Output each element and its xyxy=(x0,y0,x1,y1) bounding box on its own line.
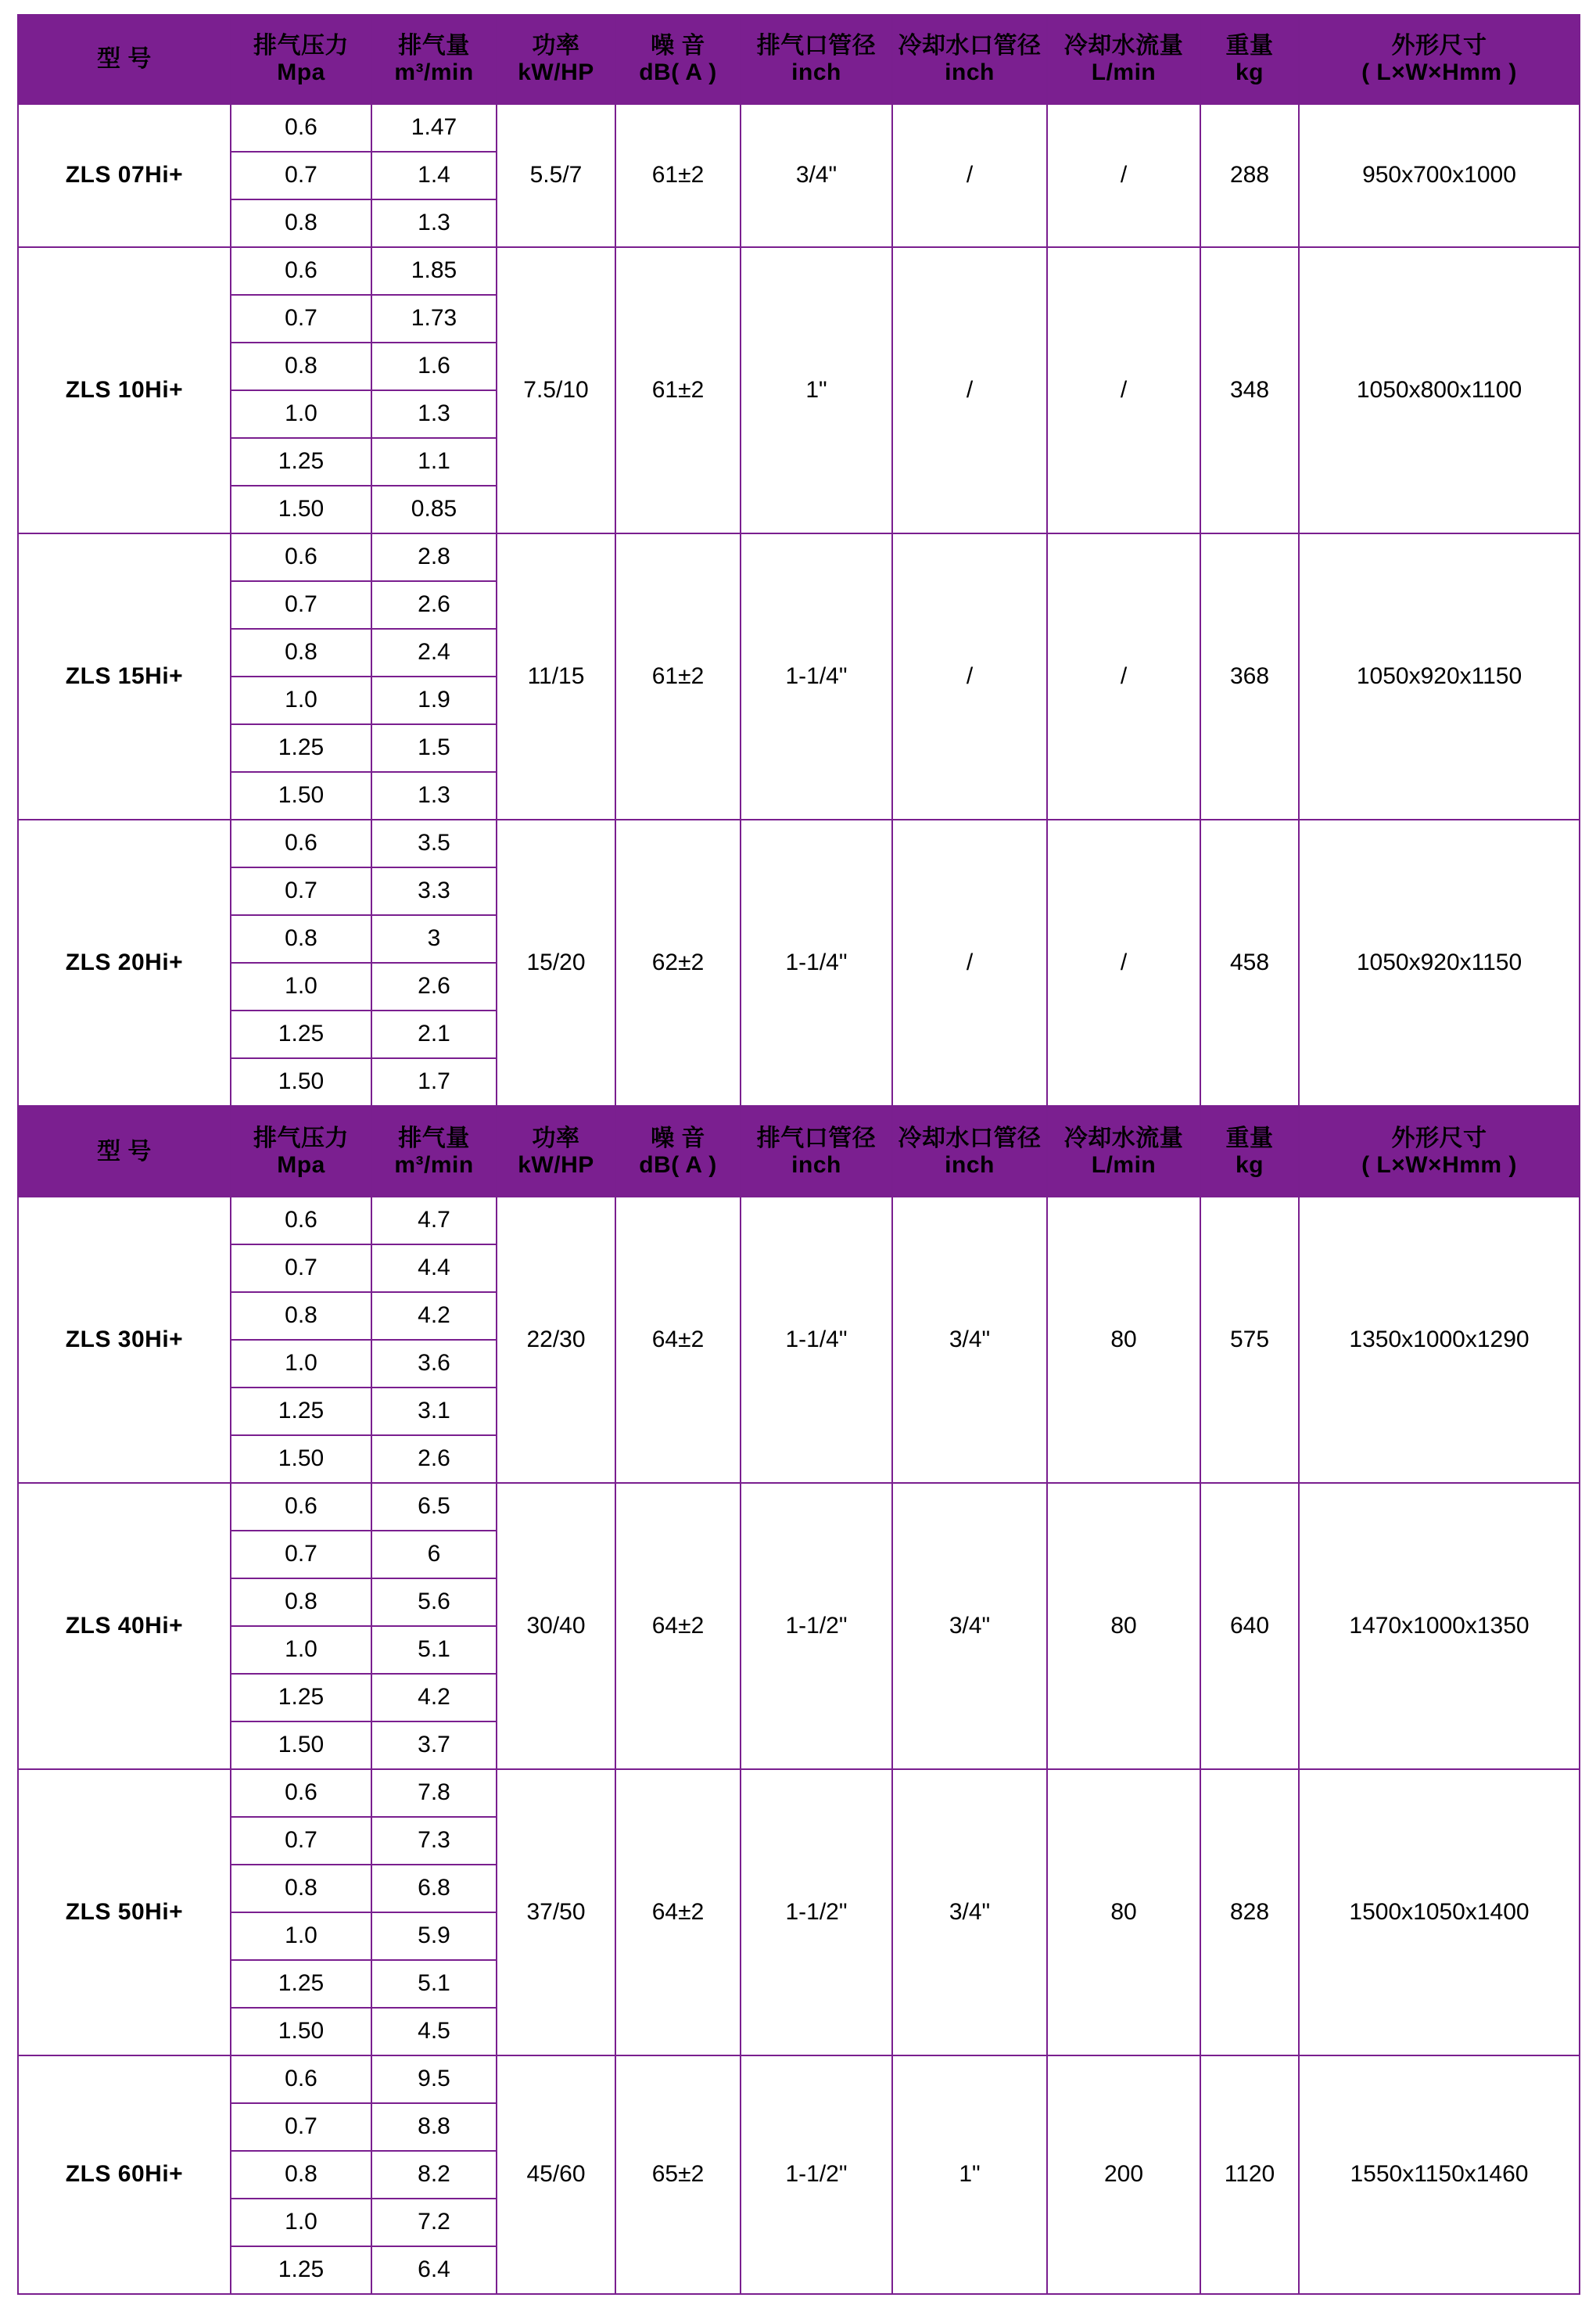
pressure-cell: 0.8 xyxy=(231,2151,371,2199)
pressure-cell: 1.50 xyxy=(231,772,371,820)
pressure-cell: 0.8 xyxy=(231,1865,371,1912)
flow-cell: 4.2 xyxy=(371,1292,497,1340)
cooling-water-pipe-cell: / xyxy=(892,104,1047,247)
noise-cell: 61±2 xyxy=(615,104,741,247)
header-pressure-line1: 排气压力 xyxy=(253,32,349,59)
header-power xyxy=(497,15,615,104)
pressure-cell: 1.50 xyxy=(231,1721,371,1769)
pressure-cell: 1.25 xyxy=(231,1674,371,1721)
flow-cell: 9.5 xyxy=(371,2055,497,2103)
noise-cell: 62±2 xyxy=(615,820,741,1106)
specification-table xyxy=(17,14,1580,1107)
header-cooling-water-flow-line1: 冷却水流量 xyxy=(1063,32,1184,59)
pressure-cell: 0.7 xyxy=(231,295,371,343)
pressure-cell: 0.7 xyxy=(231,2103,371,2151)
cooling-water-flow-cell: / xyxy=(1047,104,1200,247)
flow-cell: 6 xyxy=(371,1531,497,1578)
flow-cell: 2.8 xyxy=(371,533,497,581)
header-noise-line1: 噪 音 xyxy=(651,1125,705,1151)
power-cell: 45/60 xyxy=(497,2055,615,2294)
pressure-cell: 0.7 xyxy=(231,152,371,199)
noise-cell: 65±2 xyxy=(615,2055,741,2294)
flow-cell: 3.5 xyxy=(371,820,497,867)
cooling-water-pipe-cell: / xyxy=(892,247,1047,533)
header-model xyxy=(18,1108,231,1197)
pressure-cell: 1.25 xyxy=(231,2246,371,2294)
cooling-water-flow-cell: 200 xyxy=(1047,2055,1200,2294)
power-cell: 37/50 xyxy=(497,1769,615,2055)
header-weight xyxy=(1200,15,1299,104)
header-noise-line2: dB( A ) xyxy=(639,59,717,85)
header-outlet-diameter xyxy=(741,15,892,104)
spec-tables-container xyxy=(17,14,1579,2295)
weight-cell: 1120 xyxy=(1200,2055,1299,2294)
flow-cell: 1.3 xyxy=(371,390,497,438)
dimension-cell: 1550x1150x1460 xyxy=(1299,2055,1580,2294)
pressure-cell: 1.25 xyxy=(231,1388,371,1435)
pressure-cell: 1.25 xyxy=(231,1011,371,1058)
outlet-diameter-cell: 3/4" xyxy=(741,104,892,247)
pressure-cell: 0.6 xyxy=(231,1197,371,1244)
flow-cell: 4.7 xyxy=(371,1197,497,1244)
noise-cell: 61±2 xyxy=(615,533,741,820)
dimension-cell: 1350x1000x1290 xyxy=(1299,1197,1580,1483)
header-cooling-water-flow-line2: L/min xyxy=(1091,59,1157,85)
flow-cell: 1.47 xyxy=(371,104,497,152)
pressure-cell: 0.6 xyxy=(231,533,371,581)
outlet-diameter-cell: 1-1/4" xyxy=(741,533,892,820)
header-cooling-water-pipe xyxy=(892,15,1047,104)
header-cooling-water-pipe xyxy=(892,1108,1047,1197)
flow-cell: 7.3 xyxy=(371,1817,497,1865)
flow-cell: 2.4 xyxy=(371,629,497,677)
header-weight-line1: 重量 xyxy=(1225,1125,1274,1151)
flow-cell: 1.5 xyxy=(371,724,497,772)
flow-cell: 8.2 xyxy=(371,2151,497,2199)
flow-cell: 1.1 xyxy=(371,438,497,486)
dimension-cell: 950x700x1000 xyxy=(1299,104,1580,247)
header-pressure xyxy=(231,15,371,104)
power-cell: 7.5/10 xyxy=(497,247,615,533)
flow-cell: 1.3 xyxy=(371,199,497,247)
header-dimension xyxy=(1299,1108,1580,1197)
flow-cell: 3.1 xyxy=(371,1388,497,1435)
header-noise-line1: 噪 音 xyxy=(651,32,705,59)
table-row xyxy=(18,247,1580,295)
table-row xyxy=(18,1197,1580,1244)
flow-cell: 2.6 xyxy=(371,1435,497,1483)
header-cooling-water-pipe-line2: inch xyxy=(945,1152,995,1178)
flow-cell: 6.5 xyxy=(371,1483,497,1531)
model-cell: ZLS 40Hi+ xyxy=(18,1483,231,1769)
flow-cell: 1.6 xyxy=(371,343,497,390)
header-flow-line1: 排气量 xyxy=(398,32,470,59)
power-cell: 5.5/7 xyxy=(497,104,615,247)
header-dimension xyxy=(1299,15,1580,104)
header-weight-line1: 重量 xyxy=(1225,32,1274,59)
weight-cell: 368 xyxy=(1200,533,1299,820)
header-cooling-water-flow xyxy=(1047,15,1200,104)
weight-cell: 348 xyxy=(1200,247,1299,533)
cooling-water-pipe-cell: / xyxy=(892,820,1047,1106)
dimension-cell: 1050x800x1100 xyxy=(1299,247,1580,533)
cooling-water-flow-cell: / xyxy=(1047,247,1200,533)
flow-cell: 6.4 xyxy=(371,2246,497,2294)
pressure-cell: 1.25 xyxy=(231,438,371,486)
flow-cell: 5.6 xyxy=(371,1578,497,1626)
header-dimension-line1: 外形尺寸 xyxy=(1391,32,1487,59)
header-cooling-water-pipe-line2: inch xyxy=(945,59,995,85)
noise-cell: 64±2 xyxy=(615,1769,741,2055)
pressure-cell: 1.0 xyxy=(231,390,371,438)
dimension-cell: 1470x1000x1350 xyxy=(1299,1483,1580,1769)
table-row xyxy=(18,1483,1580,1531)
flow-cell: 1.85 xyxy=(371,247,497,295)
cooling-water-flow-cell: 80 xyxy=(1047,1769,1200,2055)
pressure-cell: 1.50 xyxy=(231,1058,371,1106)
weight-cell: 640 xyxy=(1200,1483,1299,1769)
pressure-cell: 0.6 xyxy=(231,820,371,867)
flow-cell: 6.8 xyxy=(371,1865,497,1912)
flow-cell: 1.7 xyxy=(371,1058,497,1106)
pressure-cell: 1.0 xyxy=(231,1912,371,1960)
outlet-diameter-cell: 1-1/4" xyxy=(741,1197,892,1483)
flow-cell: 8.8 xyxy=(371,2103,497,2151)
pressure-cell: 0.7 xyxy=(231,867,371,915)
outlet-diameter-cell: 1-1/2" xyxy=(741,1769,892,2055)
outlet-diameter-cell: 1" xyxy=(741,247,892,533)
outlet-diameter-cell: 1-1/4" xyxy=(741,820,892,1106)
flow-cell: 3.7 xyxy=(371,1721,497,1769)
header-flow xyxy=(371,15,497,104)
cooling-water-pipe-cell: 3/4" xyxy=(892,1483,1047,1769)
pressure-cell: 1.0 xyxy=(231,677,371,724)
header-noise xyxy=(615,15,741,104)
header-outlet-diameter xyxy=(741,1108,892,1197)
cooling-water-pipe-cell: 3/4" xyxy=(892,1769,1047,2055)
pressure-cell: 0.6 xyxy=(231,247,371,295)
header-noise-line2: dB( A ) xyxy=(639,1152,717,1178)
pressure-cell: 0.6 xyxy=(231,2055,371,2103)
header-weight-line2: kg xyxy=(1235,1152,1264,1178)
flow-cell: 1.73 xyxy=(371,295,497,343)
cooling-water-pipe-cell: / xyxy=(892,533,1047,820)
header-power xyxy=(497,1108,615,1197)
flow-cell: 7.2 xyxy=(371,2199,497,2246)
dimension-cell: 1500x1050x1400 xyxy=(1299,1769,1580,2055)
dimension-cell: 1050x920x1150 xyxy=(1299,533,1580,820)
dimension-cell: 1050x920x1150 xyxy=(1299,820,1580,1106)
pressure-cell: 1.25 xyxy=(231,724,371,772)
pressure-cell: 0.6 xyxy=(231,104,371,152)
header-outlet-diameter-line2: inch xyxy=(791,59,841,85)
weight-cell: 288 xyxy=(1200,104,1299,247)
table-row xyxy=(18,2055,1580,2103)
pressure-cell: 1.0 xyxy=(231,963,371,1011)
flow-cell: 2.6 xyxy=(371,963,497,1011)
table-row xyxy=(18,104,1580,152)
header-pressure xyxy=(231,1108,371,1197)
header-outlet-diameter-line1: 排气口管径 xyxy=(756,32,877,59)
weight-cell: 458 xyxy=(1200,820,1299,1106)
model-cell: ZLS 30Hi+ xyxy=(18,1197,231,1483)
pressure-cell: 0.8 xyxy=(231,1578,371,1626)
header-power-line1: 功率 xyxy=(532,32,580,59)
pressure-cell: 1.0 xyxy=(231,1626,371,1674)
specification-table xyxy=(17,1107,1580,2295)
flow-cell: 4.4 xyxy=(371,1244,497,1292)
pressure-cell: 1.50 xyxy=(231,486,371,533)
flow-cell: 2.6 xyxy=(371,581,497,629)
table-header-row xyxy=(18,15,1580,104)
header-flow-line2: m³/min xyxy=(394,1152,474,1178)
model-cell: ZLS 10Hi+ xyxy=(18,247,231,533)
header-flow-line2: m³/min xyxy=(394,59,474,85)
flow-cell: 1.3 xyxy=(371,772,497,820)
header-power-line2: kW/HP xyxy=(518,1152,594,1178)
model-cell: ZLS 60Hi+ xyxy=(18,2055,231,2294)
header-pressure-line1: 排气压力 xyxy=(253,1125,349,1151)
flow-cell: 1.9 xyxy=(371,677,497,724)
flow-cell: 7.8 xyxy=(371,1769,497,1817)
model-cell: ZLS 20Hi+ xyxy=(18,820,231,1106)
header-noise xyxy=(615,1108,741,1197)
header-weight xyxy=(1200,1108,1299,1197)
power-cell: 30/40 xyxy=(497,1483,615,1769)
cooling-water-pipe-cell: 1" xyxy=(892,2055,1047,2294)
model-cell: ZLS 15Hi+ xyxy=(18,533,231,820)
header-model xyxy=(18,15,231,104)
table-row xyxy=(18,533,1580,581)
flow-cell: 3.6 xyxy=(371,1340,497,1388)
flow-cell: 5.9 xyxy=(371,1912,497,1960)
noise-cell: 61±2 xyxy=(615,247,741,533)
flow-cell: 0.85 xyxy=(371,486,497,533)
flow-cell: 3 xyxy=(371,915,497,963)
pressure-cell: 0.7 xyxy=(231,1817,371,1865)
outlet-diameter-cell: 1-1/2" xyxy=(741,2055,892,2294)
model-cell: ZLS 07Hi+ xyxy=(18,104,231,247)
pressure-cell: 1.50 xyxy=(231,2008,371,2055)
cooling-water-flow-cell: 80 xyxy=(1047,1483,1200,1769)
header-dimension-line2: ( L×W×Hmm ) xyxy=(1361,1152,1517,1178)
pressure-cell: 1.50 xyxy=(231,1435,371,1483)
model-cell: ZLS 50Hi+ xyxy=(18,1769,231,2055)
flow-cell: 4.2 xyxy=(371,1674,497,1721)
cooling-water-flow-cell: / xyxy=(1047,533,1200,820)
pressure-cell: 0.7 xyxy=(231,1244,371,1292)
flow-cell: 4.5 xyxy=(371,2008,497,2055)
pressure-cell: 0.8 xyxy=(231,343,371,390)
table-header-row xyxy=(18,1108,1580,1197)
pressure-cell: 0.8 xyxy=(231,1292,371,1340)
header-weight-line2: kg xyxy=(1235,59,1264,85)
flow-cell: 5.1 xyxy=(371,1960,497,2008)
flow-cell: 2.1 xyxy=(371,1011,497,1058)
cooling-water-pipe-cell: 3/4" xyxy=(892,1197,1047,1483)
header-power-line1: 功率 xyxy=(532,1125,580,1151)
header-dimension-line1: 外形尺寸 xyxy=(1391,1125,1487,1151)
pressure-cell: 0.6 xyxy=(231,1769,371,1817)
header-cooling-water-flow xyxy=(1047,1108,1200,1197)
flow-cell: 5.1 xyxy=(371,1626,497,1674)
pressure-cell: 1.0 xyxy=(231,1340,371,1388)
outlet-diameter-cell: 1-1/2" xyxy=(741,1483,892,1769)
header-model-line1: 型 号 xyxy=(97,45,152,72)
pressure-cell: 0.6 xyxy=(231,1483,371,1531)
table-row xyxy=(18,1769,1580,1817)
power-cell: 15/20 xyxy=(497,820,615,1106)
flow-cell: 1.4 xyxy=(371,152,497,199)
header-cooling-water-flow-line2: L/min xyxy=(1091,1152,1157,1178)
noise-cell: 64±2 xyxy=(615,1483,741,1769)
pressure-cell: 0.8 xyxy=(231,915,371,963)
header-cooling-water-pipe-line1: 冷却水口管径 xyxy=(898,32,1042,59)
header-cooling-water-pipe-line1: 冷却水口管径 xyxy=(898,1125,1042,1151)
weight-cell: 575 xyxy=(1200,1197,1299,1483)
header-model-line1: 型 号 xyxy=(97,1138,152,1165)
header-outlet-diameter-line2: inch xyxy=(791,1152,841,1178)
header-pressure-line2: Mpa xyxy=(277,1152,325,1178)
header-power-line2: kW/HP xyxy=(518,59,594,85)
weight-cell: 828 xyxy=(1200,1769,1299,2055)
header-outlet-diameter-line1: 排气口管径 xyxy=(756,1125,877,1151)
header-flow xyxy=(371,1108,497,1197)
header-flow-line1: 排气量 xyxy=(398,1125,470,1151)
flow-cell: 3.3 xyxy=(371,867,497,915)
pressure-cell: 0.7 xyxy=(231,581,371,629)
power-cell: 11/15 xyxy=(497,533,615,820)
noise-cell: 64±2 xyxy=(615,1197,741,1483)
header-dimension-line2: ( L×W×Hmm ) xyxy=(1361,59,1517,85)
pressure-cell: 1.25 xyxy=(231,1960,371,2008)
table-row xyxy=(18,820,1580,867)
header-cooling-water-flow-line1: 冷却水流量 xyxy=(1063,1125,1184,1151)
pressure-cell: 0.8 xyxy=(231,199,371,247)
pressure-cell: 0.8 xyxy=(231,629,371,677)
power-cell: 22/30 xyxy=(497,1197,615,1483)
pressure-cell: 1.0 xyxy=(231,2199,371,2246)
cooling-water-flow-cell: / xyxy=(1047,820,1200,1106)
cooling-water-flow-cell: 80 xyxy=(1047,1197,1200,1483)
pressure-cell: 0.7 xyxy=(231,1531,371,1578)
header-pressure-line2: Mpa xyxy=(277,59,325,85)
